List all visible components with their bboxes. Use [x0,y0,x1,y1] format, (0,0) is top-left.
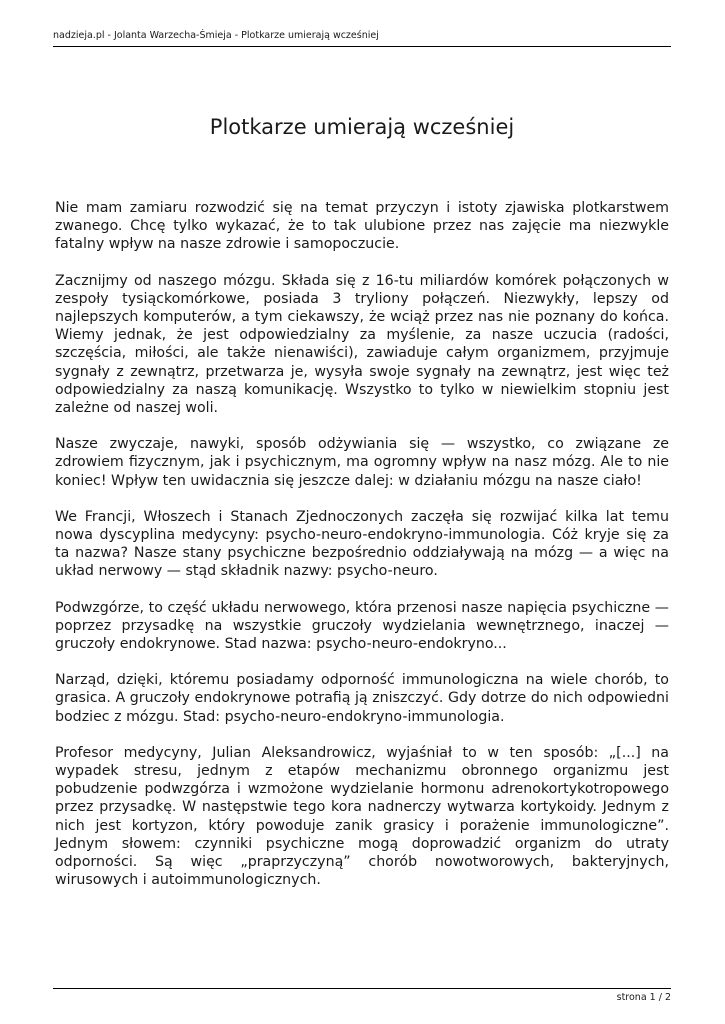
page-footer [53,988,671,1003]
paragraph: Nasze zwyczaje, nawyki, sposób odżywiania się — wszystko, co związane ze zdrowiem fizycznym, jak i psychicznym, ma ogromny wpływ na nasz mózg. Ale to nie koniec! Wpływ ten uwidacznia się jeszcze dalej: w działaniu mózgu na nasze ciało! [55,436,669,489]
page-number: strona 1 / 2 [616,992,671,1003]
article-body [55,199,669,908]
header-text: nadzieja.pl - Jolanta Warzecha-Śmieja - Plotkarze umierają wcześniej [53,30,379,41]
page-title: Plotkarze umierają wcześniej [209,115,515,139]
paragraph: We Francji, Włoszech i Stanach Zjednoczonych zaczęła się rozwijać kilka lat temu nowa dyscyplina medycyny: psycho-neuro-endokryno-immunologia. Cóż kryje się za ta nazwa? Nasze stany psychiczne bezpośrednio oddziaływają na mózg — a więc na układ nerwowy — stąd składnik nazwy: psycho-neuro. [55,508,669,580]
paragraph: Podwzgórze, to część układu nerwowego, która przenosi nasze napięcia psychiczne — poprzez przysadkę na wszystkie gruczoły wydzielania wewnętrznego, inaczej — gruczoły endokrynowe. Stad nazwa: psycho-neuro-endokryno... [55,599,669,653]
page-header [53,29,671,47]
paragraph: Profesor medycyny, Julian Aleksandrowicz, wyjaśniał to w ten sposób: „[...] na wypadek stresu, jednym z etapów mechanizmu obronnego organizmu jest pobudzenie podwzgórza i wzmożone wydzielanie hormonu adrenokortykotropowego przez przysadkę. W następstwie tego kora nadnerczy wytwarza kortykoidy. Jednym z nich jest kortyzon, który powoduje zanik grasicy i porażenie immunologiczne”. Jednym słowem: czynniki psychiczne mogą doprowadzić organizm do utraty odporności. Są więc „praprzyczyną” chorób nowotworowych, bakteryjnych, wirusowych i autoimmunologicznych. [55,744,669,889]
paragraph: Nie mam zamiaru rozwodzić się na temat przyczyn i istoty zjawiska plotkarstwem zwanego. Chcę tylko wykazać, że to tak ulubione przez nas zajęcie ma niezwykle fatalny wpływ na nasze zdrowie i samopoczucie. [55,200,669,253]
paragraph: Zacznijmy od naszego mózgu. Składa się z 16-tu miliardów komórek połączonych w zespoły tysiąckomórkowe, posiada 3 tryliony połączeń. Niezwykły, lepszy od najlepszych komputerów, a tym ciekawszy, że wciąż przez nas nie poznany do końca. Wiemy jednak, że jest odpowiedzialny za myślenie, za nasze uczucia (radości, szczęścia, miłości, ale także nienawiści), zawiaduje całym organizmem, przyjmuje sygnały z zewnątrz, przetwarza je, wysyła swoje sygnały na zewnątrz, jest więc też odpowiedzialny za naszą komunikację. Wszystko to tylko w niewielkim stopniu jest zależne od naszej woli. [55,272,669,417]
paragraph: Narząd, dzięki, któremu posiadamy odporność immunologiczna na wiele chorób, to grasica. A gruczoły endokrynowe potrafią ją zniszczyć. Gdy dotrze do nich odpowiedni bodziec z mózgu. Stad: psycho-neuro-endokryno-immunologia. [55,672,669,725]
